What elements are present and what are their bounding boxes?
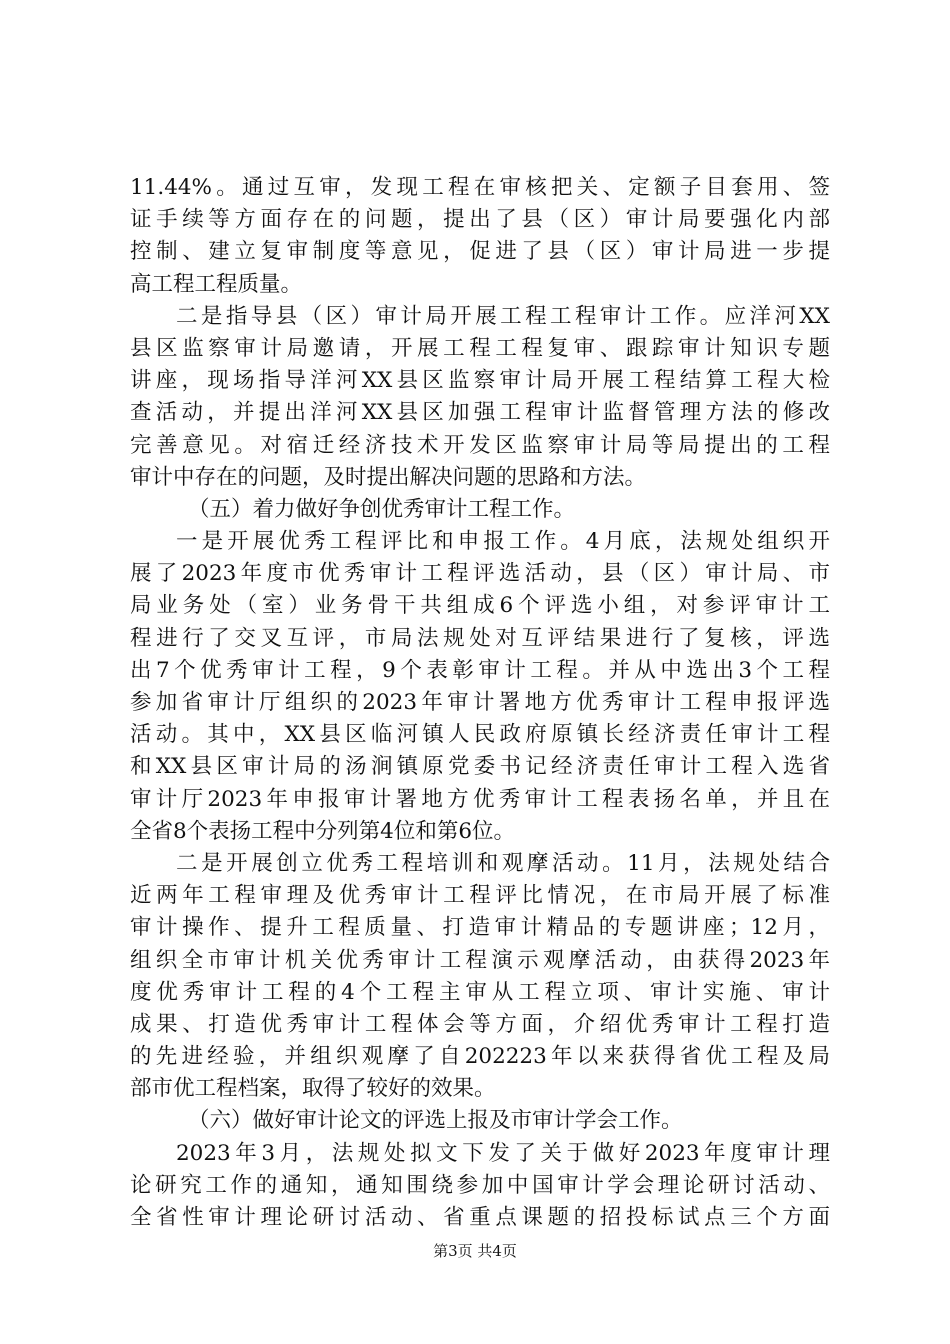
text-line: 一是开展优秀工程评比和申报工作。4月底，法规处组织开: [176, 529, 830, 555]
text-line: 11.44%。通过互审，发现工程在审核把关、定额子目套用、签: [130, 175, 830, 200]
text-line: 完善意见。对宿迁经济技术开发区监察审计局等局提出的工程: [130, 432, 830, 458]
text-line: 部市优工程档案，取得了较好的效果。: [130, 1076, 496, 1102]
text-line: 2023年3月，法规处拟文下发了关于做好2023年度审计理: [176, 1140, 830, 1166]
text-line: 审计中存在的问题，及时提出解决问题的思路和方法。: [130, 464, 647, 490]
text-line: 全省性审计理论研讨活动、省重点课题的招投标试点三个方面: [130, 1205, 830, 1230]
text-line: 证手续等方面存在的问题，提出了县（区）审计局要强化内部: [130, 207, 830, 233]
text-line: 讲座，现场指导洋河XX县区监察审计局开展工程结算工程大检: [130, 368, 830, 394]
text-line: 县区监察审计局邀请，开展工程工程复审、跟踪审计知识专题: [130, 335, 830, 361]
text-line: 成果、打造优秀审计工程体会等方面，介绍优秀审计工程打造: [130, 1011, 830, 1037]
text-line: 全省8个表扬工程中分列第4位和第6位。: [130, 818, 516, 844]
text-line: （五）着力做好争创优秀审计工程工作。: [188, 496, 576, 522]
document-body: [130, 172, 830, 1234]
text-line: 二是开展创立优秀工程培训和观摩活动。11月，法规处结合: [176, 850, 830, 876]
text-line: 度优秀审计工程的4个工程主审从工程立项、审计实施、审计: [130, 979, 830, 1005]
text-line: 参加省审计厅组织的2023年审计署地方优秀审计工程申报评选: [130, 690, 830, 715]
text-line: 控制、建立复审制度等意见，促进了县（区）审计局进一步提: [130, 239, 830, 265]
text-line: 局业务处（室）业务骨干共组成6个评选小组，对参评审计工: [130, 593, 830, 619]
text-line: 查活动，并提出洋河XX县区加强工程审计监督管理方法的修改: [130, 400, 830, 426]
text-line: 和XX县区审计局的汤涧镇原党委书记经济责任审计工程入选省: [130, 754, 830, 780]
text-line: 高工程工程质量。: [130, 271, 303, 297]
text-line: 论研究工作的通知，通知围绕参加中国审计学会理论研讨活动、: [130, 1172, 830, 1198]
text-line: 近两年工程审理及优秀审计工程评比情况，在市局开展了标准: [130, 883, 830, 909]
page-footer: 第3页 共4页: [433, 1242, 517, 1260]
text-line: 二是指导县（区）审计局开展工程工程审计工作。应洋河XX: [176, 303, 830, 329]
text-line: 展了2023年度市优秀审计工程评选活动，县（区）审计局、市: [130, 561, 830, 587]
text-line: 程进行了交叉互评，市局法规处对互评结果进行了复核，评选: [130, 625, 830, 651]
text-line: 审计操作、提升工程质量、打造审计精品的专题讲座；12月，: [130, 915, 830, 941]
text-line: （六）做好审计论文的评选上报及市审计学会工作。: [188, 1108, 683, 1134]
text-line: 组织全市审计机关优秀审计工程演示观摩活动，由获得2023年: [130, 947, 830, 973]
text-line: 活动。其中，XX县区临河镇人民政府原镇长经济责任审计工程: [130, 722, 830, 748]
text-line: 出7个优秀审计工程，9个表彰审计工程。并从中选出3个工程: [130, 657, 830, 683]
text-line: 审计厅2023年申报审计署地方优秀审计工程表扬名单，并且在: [130, 786, 830, 812]
text-line: 的先进经验，并组织观摩了自202223年以来获得省优工程及局: [130, 1044, 830, 1070]
